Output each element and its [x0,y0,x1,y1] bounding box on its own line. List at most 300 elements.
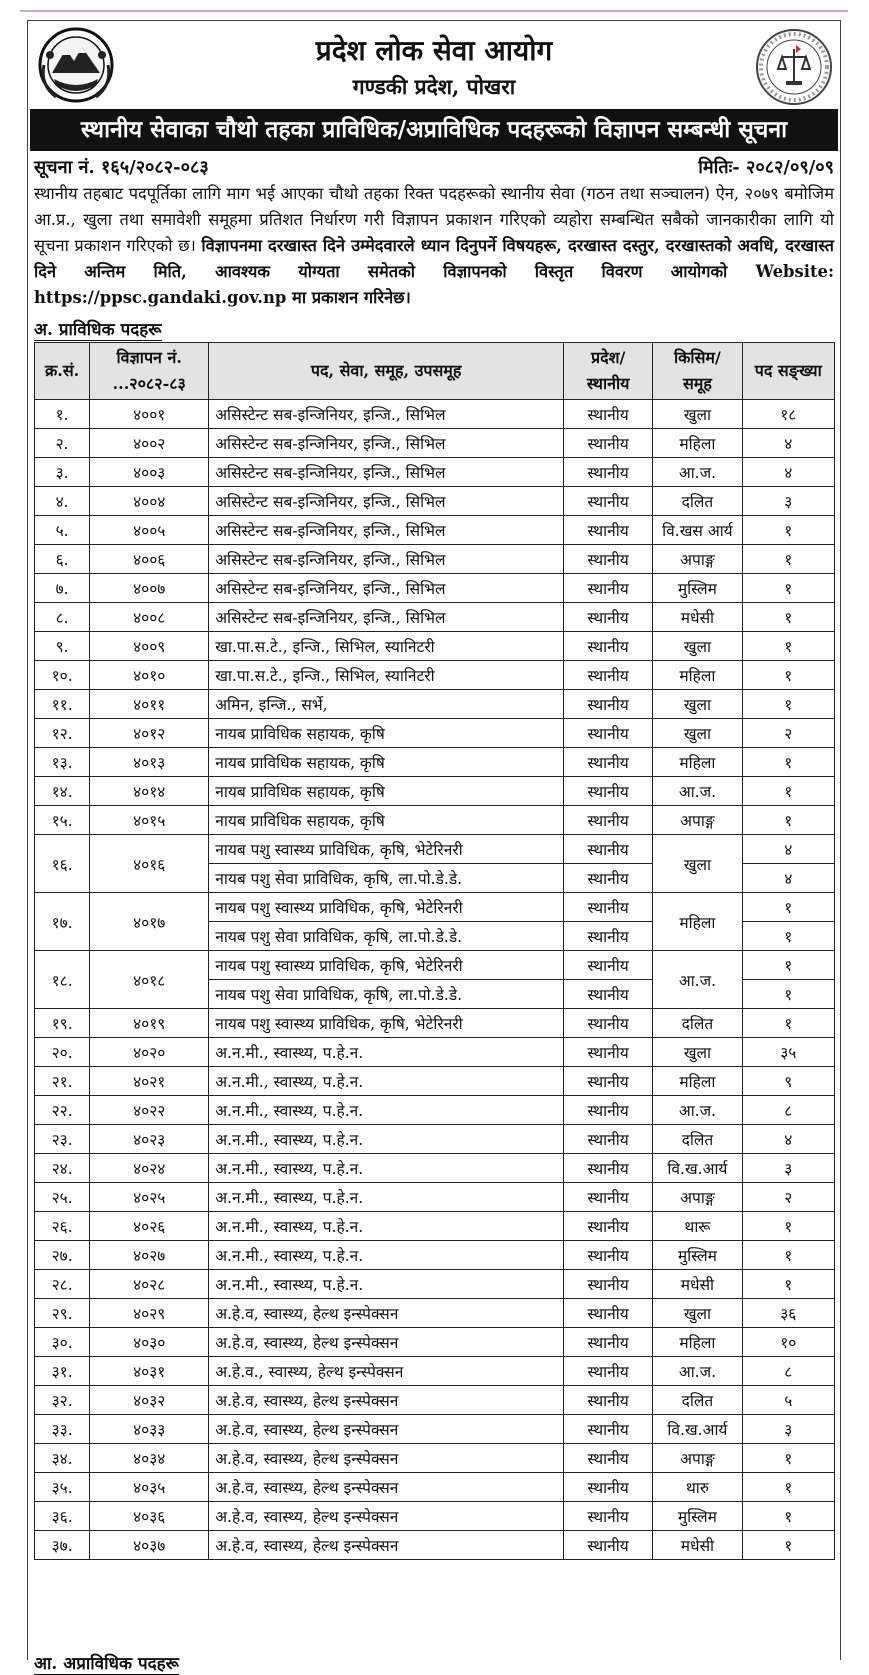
cell-sn: १७. [35,893,90,951]
col-count: पद सङ्ख्या [742,343,834,400]
cell-adv: ४०३३ [90,1415,209,1444]
cell-post: असिस्टेन्ट सब-इन्जिनियर, इन्जि., सिभिल [209,429,564,458]
cell-count: ३६ [742,1299,834,1328]
cell-adv: ४०१० [90,661,209,690]
table-row [35,1444,835,1473]
cell-group: अपाङ्ग [653,806,742,835]
cell-post: अ.न.मी., स्वास्थ्य, प.हे.न. [209,1067,564,1096]
table-row [35,835,835,864]
cell-count: १ [742,1444,834,1473]
cell-post: नायब पशु स्वास्थ्य प्राविधिक, कृषि, भेटेरिनरी [209,951,564,980]
cell-group: मधेसी [653,1531,742,1560]
cell-group: दलित [653,1125,742,1154]
table-row [35,661,835,690]
cell-group: आ.ज. [653,777,742,806]
cell-count: १ [742,632,834,661]
cell-group: मुस्लिम [653,574,742,603]
cell-sn: १६. [35,835,90,893]
notice-page [27,20,841,1674]
cell-group: अपाङ्ग [653,1183,742,1212]
cell-group: महिला [653,748,742,777]
table-row [35,1154,835,1183]
cell-sn: ३. [35,458,90,487]
cell-sn: १२. [35,719,90,748]
cell-group: वि.खस आर्य [653,516,742,545]
cell-adv: ४०२४ [90,1154,209,1183]
cell-adv: ४०१७ [90,893,209,951]
cell-count: ८ [742,1357,834,1386]
cell-group: मुस्लिम [653,1502,742,1531]
cell-adv: ४०२७ [90,1241,209,1270]
cell-sn: २७. [35,1241,90,1270]
commission-location: गण्डकी प्रदेश, पोखरा [352,74,516,99]
table-row [35,893,835,922]
cell-group: थारु [653,1473,742,1502]
cell-adv: ४०३४ [90,1444,209,1473]
cell-adv: ४००२ [90,429,209,458]
cell-group: मुस्लिम [653,1241,742,1270]
col-adv-line2: ...२०८२-८३ [112,374,186,393]
cell-group: मधेसी [653,1270,742,1299]
cell-sn: ३७. [35,1531,90,1560]
cell-sn: ६. [35,545,90,574]
cell-level: स्थानीय [564,516,653,545]
cell-sn: २६. [35,1212,90,1241]
cell-count: १ [742,1009,834,1038]
cell-level: स्थानीय [564,1096,653,1125]
cell-level: स्थानीय [564,1241,653,1270]
cell-count: १ [742,1241,834,1270]
table-row [35,777,835,806]
cell-adv: ४०२५ [90,1183,209,1212]
cell-sn: २०. [35,1038,90,1067]
cell-level: स्थानीय [564,1125,653,1154]
cell-level: स्थानीय [564,690,653,719]
cell-sn: २५. [35,1183,90,1212]
cell-sn: ३३. [35,1415,90,1444]
cell-post: असिस्टेन्ट सब-इन्जिनियर, इन्जि., सिभिल [209,574,564,603]
cell-level: स्थानीय [564,1154,653,1183]
table-row [35,516,835,545]
cell-count: ४ [742,835,834,864]
table-row [35,458,835,487]
cell-sn: ३५. [35,1473,90,1502]
notice-meta [28,151,840,179]
col-sn: क्र.सं. [35,343,90,400]
cell-sn: ११. [35,690,90,719]
cell-adv: ४०२९ [90,1299,209,1328]
cell-sn: ४. [35,487,90,516]
cell-sn: १. [35,400,90,429]
cell-level: स्थानीय [564,1009,653,1038]
top-rule [20,10,848,12]
cell-post: अमिन, इन्जि., सर्भे, [209,690,564,719]
cell-sn: १९. [35,1009,90,1038]
cell-level: स्थानीय [564,458,653,487]
cell-count: १ [742,893,834,922]
cell-post: असिस्टेन्ट सब-इन्जिनियर, इन्जि., सिभिल [209,487,564,516]
table-row [35,1386,835,1415]
cell-group: महिला [653,1328,742,1357]
cell-sn: २३. [35,1125,90,1154]
col-group-line2: समूह [682,374,712,393]
cell-sn: ३४. [35,1444,90,1473]
cell-level: स्थानीय [564,719,653,748]
cell-post: अ.न.मी., स्वास्थ्य, प.हे.न. [209,1212,564,1241]
cell-count: १ [742,748,834,777]
cell-group: मधेसी [653,603,742,632]
cell-level: स्थानीय [564,1357,653,1386]
cell-sn: १५. [35,806,90,835]
cell-level: स्थानीय [564,632,653,661]
commission-seal-icon [754,27,834,107]
cell-adv: ४०२२ [90,1096,209,1125]
cell-adv: ४०१८ [90,951,209,1009]
cell-post: नायब पशु सेवा प्राविधिक, कृषि, ला.पो.डे.डे. [209,922,564,951]
cell-post: नायब पशु स्वास्थ्य प्राविधिक, कृषि, भेटेरिनरी [209,1009,564,1038]
cell-adv: ४००४ [90,487,209,516]
cell-sn: ३२. [35,1386,90,1415]
table-row [35,1183,835,1212]
section-technical-label: अ. प्राविधिक पदहरू [34,320,162,340]
cell-sn: २. [35,429,90,458]
commission-title: प्रदेश लोक सेवा आयोग [315,34,553,67]
cell-sn: २१. [35,1067,90,1096]
table-row [35,1270,835,1299]
col-level-line1: प्रदेश/ [591,348,626,367]
table-row [35,748,835,777]
cell-group: दलित [653,487,742,516]
cell-post: असिस्टेन्ट सब-इन्जिनियर, इन्जि., सिभिल [209,458,564,487]
cell-post: अ.हे.व., स्वास्थ्य, हेल्थ इन्स्पेक्सन [209,1357,564,1386]
cell-level: स्थानीय [564,1212,653,1241]
cell-adv: ४०१३ [90,748,209,777]
cell-count: २ [742,719,834,748]
cell-count: १ [742,922,834,951]
cell-post: असिस्टेन्ट सब-इन्जिनियर, इन्जि., सिभिल [209,516,564,545]
cell-group: खुला [653,835,742,893]
col-level-line2: स्थानीय [586,374,630,393]
notice-banner: स्थानीय सेवाका चौथो तहका प्राविधिक/अप्राविधिक पदहरूको विज्ञापन सम्बन्धी सूचना [30,109,838,151]
cell-sn: २४. [35,1154,90,1183]
cell-count: १ [742,690,834,719]
cell-group: खुला [653,1038,742,1067]
cell-post: नायब पशु स्वास्थ्य प्राविधिक, कृषि, भेटेरिनरी [209,835,564,864]
cell-level: स्थानीय [564,1502,653,1531]
cell-adv: ४००८ [90,603,209,632]
cell-count: १ [742,545,834,574]
cell-count: ३ [742,1415,834,1444]
cell-adv: ४००५ [90,516,209,545]
cell-group: दलित [653,1009,742,1038]
section-nontechnical-label: आ. अप्राविधिक पदहरू [34,1654,179,1674]
cell-adv: ४००७ [90,574,209,603]
table-header-row [35,343,835,400]
cell-group: आ.ज. [653,951,742,1009]
cell-level: स्थानीय [564,951,653,980]
table-row [35,806,835,835]
table-row [35,632,835,661]
cell-adv: ४०३५ [90,1473,209,1502]
cell-level: स्थानीय [564,1183,653,1212]
vacancy-table [34,342,835,1560]
cell-group: महिला [653,661,742,690]
notice-paragraph [28,179,840,311]
cell-group: अपाङ्ग [653,545,742,574]
cell-count: ४ [742,429,834,458]
cell-post: अ.हे.व, स्वास्थ्य, हेल्थ इन्स्पेक्सन [209,1328,564,1357]
cell-level: स्थानीय [564,1270,653,1299]
cell-sn: २८. [35,1270,90,1299]
cell-count: १ [742,951,834,980]
cell-adv: ४०२८ [90,1270,209,1299]
cell-sn: ५. [35,516,90,545]
cell-count: १ [742,603,834,632]
cell-post: खा.पा.स.टे., इन्जि., सिभिल, स्यानिटरी [209,661,564,690]
cell-adv: ४०१६ [90,835,209,893]
cell-sn: ९. [35,632,90,661]
notice-text: स्थानीय तहबाट पदपूर्तिका लागि माग भई आएका चौथो तहका रिक्त पदहरूको स्थानीय सेवा (गठन तथा सञ्चालन) ऐन, २०७९ बमोजिम आ.प्र., खुला तथा समावेशी समूहमा प्रतिशत निर्धारण गरी विज्ञापन प्रकाशन गरिएको व्यहोरा सम्बन्धित सबैको जानकारीका लागि यो सूचना प्रकाशन गरिएको छ। [34,184,834,255]
cell-count: १८ [742,400,834,429]
cell-count: १ [742,574,834,603]
notice-text-bold: विज्ञापनमा दरखास्त दिने उम्मेदवारले ध्यान दिनुपर्ने विषयहरू, दरखास्त दस्तुर, दरखास्तको अवधि, दरखास्त दिने अन्तिम मिति, आवश्यक योग्यता समेतको विज्ञापनको विस्तृत विवरण आयोगको Website: https://ppsc.gandaki.gov.np मा प्रकाशन गरिनेछ। [34,236,834,307]
cell-sn: ३६. [35,1502,90,1531]
cell-level: स्थानीय [564,980,653,1009]
cell-post: असिस्टेन्ट सब-इन्जिनियर, इन्जि., सिभिल [209,545,564,574]
col-adv [90,343,209,400]
table-row [35,574,835,603]
col-group-line1: किसिम/ [674,348,721,367]
cell-post: नायब पशु स्वास्थ्य प्राविधिक, कृषि, भेटेरिनरी [209,893,564,922]
cell-post: नायब प्राविधिक सहायक, कृषि [209,777,564,806]
cell-level: स्थानीय [564,1328,653,1357]
cell-sn: २९. [35,1299,90,1328]
cell-level: स्थानीय [564,545,653,574]
cell-sn: १८. [35,951,90,1009]
cell-count: ४ [742,458,834,487]
cell-post: अ.न.मी., स्वास्थ्य, प.हे.न. [209,1096,564,1125]
cell-post: अ.हे.व, स्वास्थ्य, हेल्थ इन्स्पेक्सन [209,1444,564,1473]
cell-count: १० [742,1328,834,1357]
cell-sn: ३०. [35,1328,90,1357]
cell-adv: ४००९ [90,632,209,661]
cell-count: १ [742,1473,834,1502]
cell-level: स्थानीय [564,603,653,632]
table-row [35,1473,835,1502]
header [28,21,840,109]
cell-group: महिला [653,893,742,951]
cell-sn: १०. [35,661,90,690]
cell-post: अ.न.मी., स्वास्थ्य, प.हे.न. [209,1154,564,1183]
cell-count: ३ [742,487,834,516]
table-row [35,1125,835,1154]
cell-level: स्थानीय [564,835,653,864]
cell-group: महिला [653,1067,742,1096]
cell-count: १ [742,806,834,835]
cell-adv: ४०१२ [90,719,209,748]
cell-level: स्थानीय [564,1473,653,1502]
cell-post: अ.हे.व, स्वास्थ्य, हेल्थ इन्स्पेक्सन [209,1473,564,1502]
cell-adv: ४०३१ [90,1357,209,1386]
cell-count: ४ [742,1125,834,1154]
cell-sn: ३१. [35,1357,90,1386]
table-row [35,1009,835,1038]
table-body [35,400,835,1560]
table-row [35,400,835,429]
cell-adv: ४०२१ [90,1067,209,1096]
notice-number: सूचना नं. १६५/२०८२-०८३ [34,157,209,178]
cell-sn: १३. [35,748,90,777]
cell-level: स्थानीय [564,429,653,458]
cell-group: आ.ज. [653,1096,742,1125]
cell-post: असिस्टेन्ट सब-इन्जिनियर, इन्जि., सिभिल [209,603,564,632]
cell-group: वि.ख.आर्य [653,1154,742,1183]
notice-date: मितिः- २०८२/०९/०९ [698,157,834,178]
cell-group: महिला [653,429,742,458]
cell-post: अ.हे.व, स्वास्थ्य, हेल्थ इन्स्पेक्सन [209,1415,564,1444]
cell-level: स्थानीय [564,922,653,951]
cell-level: स्थानीय [564,806,653,835]
col-adv-line1: विज्ञापन नं. [116,348,182,367]
table-row [35,1415,835,1444]
cell-count: २ [742,1183,834,1212]
cell-count: १ [742,980,834,1009]
table-row [35,951,835,980]
col-post: पद, सेवा, समूह, उपसमूह [209,343,564,400]
table-row [35,1067,835,1096]
table-row [35,487,835,516]
cell-sn: १४. [35,777,90,806]
cell-level: स्थानीय [564,864,653,893]
cell-count: ३ [742,1154,834,1183]
cell-adv: ४०१४ [90,777,209,806]
cell-level: स्थानीय [564,1067,653,1096]
cell-group: खुला [653,719,742,748]
col-level [564,343,653,400]
cell-level: स्थानीय [564,893,653,922]
cell-count: १ [742,661,834,690]
table-row [35,1531,835,1560]
cell-group: वि.ख.आर्य [653,1415,742,1444]
cell-adv: ४००६ [90,545,209,574]
cell-count: ३५ [742,1038,834,1067]
cell-count: १ [742,777,834,806]
cell-post: अ.हे.व, स्वास्थ्य, हेल्थ इन्स्पेक्सन [209,1531,564,1560]
cell-post: अ.न.मी., स्वास्थ्य, प.हे.न. [209,1183,564,1212]
table-row [35,429,835,458]
cell-sn: ८. [35,603,90,632]
table-row [35,1038,835,1067]
section-nontechnical [34,1651,179,1674]
cell-post: नायब पशु सेवा प्राविधिक, कृषि, ला.पो.डे.डे. [209,864,564,893]
cell-adv: ४०२६ [90,1212,209,1241]
table-row [35,1096,835,1125]
cell-level: स्थानीय [564,1299,653,1328]
table-row [35,1212,835,1241]
section-technical [28,311,840,342]
table-row [35,1328,835,1357]
cell-level: स्थानीय [564,1531,653,1560]
table-row [35,1241,835,1270]
cell-adv: ४००३ [90,458,209,487]
cell-adv: ४०३७ [90,1531,209,1560]
cell-adv: ४०१९ [90,1009,209,1038]
cell-post: अ.न.मी., स्वास्थ्य, प.हे.न. [209,1038,564,1067]
cell-group: खुला [653,632,742,661]
cell-post: खा.पा.स.टे., इन्जि., सिभिल, स्यानिटरी [209,632,564,661]
table-row [35,545,835,574]
cell-count: १ [742,1502,834,1531]
cell-post: अ.न.मी., स्वास्थ्य, प.हे.न. [209,1270,564,1299]
cell-group: आ.ज. [653,458,742,487]
cell-post: अ.हे.व, स्वास्थ्य, हेल्थ इन्स्पेक्सन [209,1299,564,1328]
cell-adv: ४००१ [90,400,209,429]
cell-post: अ.हे.व, स्वास्थ्य, हेल्थ इन्स्पेक्सन [209,1502,564,1531]
cell-adv: ४०३० [90,1328,209,1357]
cell-group: आ.ज. [653,1357,742,1386]
cell-group: अपाङ्ग [653,1444,742,1473]
cell-level: स्थानीय [564,661,653,690]
cell-group: खुला [653,690,742,719]
cell-sn: ७. [35,574,90,603]
cell-count: ८ [742,1096,834,1125]
cell-adv: ४०२३ [90,1125,209,1154]
cell-level: स्थानीय [564,574,653,603]
cell-post: नायब पशु सेवा प्राविधिक, कृषि, ला.पो.डे.डे. [209,980,564,1009]
cell-post: नायब प्राविधिक सहायक, कृषि [209,719,564,748]
cell-level: स्थानीय [564,1444,653,1473]
cell-level: स्थानीय [564,1038,653,1067]
cell-adv: ४०३६ [90,1502,209,1531]
cell-count: ५ [742,1386,834,1415]
cell-group: थारू [653,1212,742,1241]
col-group [653,343,742,400]
cell-adv: ४०११ [90,690,209,719]
cell-adv: ४०३२ [90,1386,209,1415]
table-row [35,1502,835,1531]
cell-group: खुला [653,400,742,429]
cell-post: असिस्टेन्ट सब-इन्जिनियर, इन्जि., सिभिल [209,400,564,429]
cell-level: स्थानीय [564,400,653,429]
cell-post: अ.न.मी., स्वास्थ्य, प.हे.न. [209,1125,564,1154]
table-row [35,1299,835,1328]
cell-group: खुला [653,1299,742,1328]
table-row [35,690,835,719]
cell-adv: ४०२० [90,1038,209,1067]
cell-level: स्थानीय [564,1415,653,1444]
cell-sn: २२. [35,1096,90,1125]
table-row [35,719,835,748]
cell-count: १ [742,1270,834,1299]
cell-post: अ.न.मी., स्वास्थ्य, प.हे.न. [209,1241,564,1270]
cell-level: स्थानीय [564,487,653,516]
table-row [35,603,835,632]
cell-post: नायब प्राविधिक सहायक, कृषि [209,748,564,777]
cell-count: ९ [742,1067,834,1096]
table-row [35,1357,835,1386]
cell-post: नायब प्राविधिक सहायक, कृषि [209,806,564,835]
cell-adv: ४०१५ [90,806,209,835]
cell-level: स्थानीय [564,777,653,806]
cell-post: अ.हे.व, स्वास्थ्य, हेल्थ इन्स्पेक्सन [209,1386,564,1415]
cell-level: स्थानीय [564,748,653,777]
cell-group: दलित [653,1386,742,1415]
cell-count: १ [742,1531,834,1560]
cell-level: स्थानीय [564,1386,653,1415]
cell-count: १ [742,516,834,545]
cell-count: १ [742,1212,834,1241]
cell-count: ४ [742,864,834,893]
